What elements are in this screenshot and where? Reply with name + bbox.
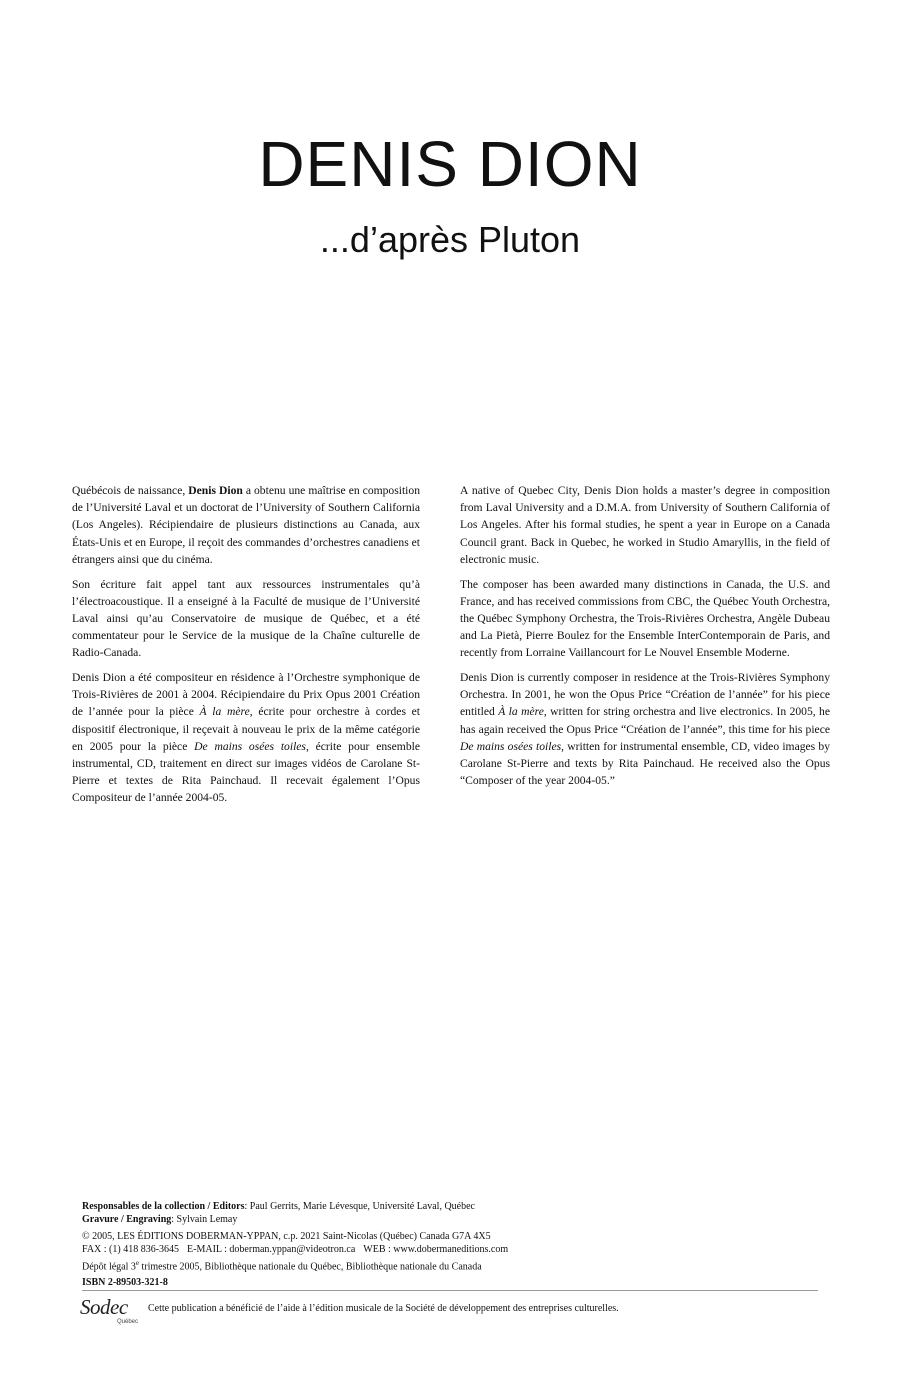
bio-en-p3-text-cont: , written for string orchestra and live electronics. In 2005, he has again received the Opus Price “Création de l’année”, this time for his piece: [460, 705, 831, 736]
biography-french: [72, 482, 420, 814]
website: WEB : www.dobermaneditions.com: [363, 1244, 509, 1256]
bio-fr-p1-text: Québécois de naissance,: [72, 484, 189, 497]
bio-en-work-title-2: De mains osées toiles: [460, 739, 562, 753]
sodec-logo: [80, 1295, 140, 1331]
isbn: ISBN 2-89503-321-8: [82, 1277, 168, 1289]
bio-en-paragraph-2: The composer has been awarded many distinctions in Canada, the U.S. and France, and has received commissions from CBC, the Québec Youth Orchestra, the Québec Symphony Orchestra, the Trois-Rivières Orchestra, Angèle Dubeau and La Pietà, Pierre Boulez for the Ensemble InterContemporain de Paris, and recently from Lorraine Vaillancourt for Le Nouvel Ensemble Moderne.: [460, 577, 830, 660]
sodec-funding-note: Cette publication a bénéficié de l’aide à l’édition musicale de la Société de développement des entreprises culturelles.: [148, 1303, 619, 1314]
bio-fr-work-title-2: De mains osées toiles: [194, 739, 306, 753]
bio-en-p3-text-end: , written for instrumental ensemble, CD, video images by Carolane St-Pierre and texts by Rita Painchaud. He received also the Opus “Composer of the year 2004-05.”: [460, 739, 830, 788]
colophon: [82, 1200, 822, 1290]
footer-divider: [82, 1290, 818, 1291]
bio-en-paragraph-3: [460, 669, 830, 789]
bio-en-work-title-1: À la mère: [498, 705, 544, 719]
sodec-logo-sub: Québec: [117, 1319, 139, 1325]
bio-fr-paragraph-3: [72, 669, 420, 807]
editors-value: : Paul Gerrits, Marie Lévesque, Université Laval, Québec: [244, 1201, 475, 1212]
engraving-value: : Sylvain Lemay: [171, 1214, 238, 1226]
biography-english: [460, 482, 830, 797]
bio-fr-p1-text-cont: a obtenu une maîtrise en composition de l’Université Laval et un doctorat de l’University of Southern California (Los Angeles). Récipiendaire de plusieurs distinctions au Canada, aux États-Unis et en Europe, il reçoit des commandes d’orchestres canadiens et étrangers ainsi que du cinéma.: [72, 484, 421, 566]
engraving-label: Gravure / Engraving: [82, 1214, 172, 1226]
bio-fr-paragraph-1: [72, 482, 420, 568]
sodec-logo-text: Sodec: [80, 1295, 128, 1319]
legal-deposit-sup: e: [135, 1258, 139, 1267]
legal-deposit-line: [82, 1257, 822, 1274]
contact-line: [82, 1243, 822, 1256]
email-address: E-MAIL : doberman.yppan@videotron.ca: [187, 1244, 356, 1256]
bio-fr-paragraph-2: Son écriture fait appel tant aux ressources instrumentales qu’à l’électroacoustique. Il a enseigné à la Faculté de musique de l’Université Laval ainsi qu’au Conservatoire de musique de Québec, et a été commentateur pour le Service de la musique de la Chaîne culturelle de Radio-Canada.: [72, 577, 420, 660]
bio-fr-p3-text-cont: , écrite pour orchestre à cordes et dispositif électronique, il reçevait à nouveau le prix de la même catégorie en 2005 pour la pièce: [72, 705, 420, 753]
composer-name: DENIS DION: [258, 128, 642, 200]
isbn-line: [82, 1276, 822, 1289]
copyright-line: © 2005, LES ÉDITIONS DOBERMAN-YPPAN, c.p. 2021 Saint-Nicolas (Québec) Canada G7A 4X5: [82, 1230, 491, 1242]
engraving-line: [82, 1213, 822, 1226]
work-title: ...d’après Pluton: [319, 219, 581, 260]
bio-fr-work-title-1: À la mère: [199, 705, 250, 719]
legal-deposit-text: Dépôt légal 3: [82, 1260, 136, 1272]
bio-fr-composer-name: Denis Dion: [188, 484, 243, 497]
editors-line: [82, 1200, 822, 1213]
bio-fr-p3-text-end: , écrite pour ensemble instrumental, CD, traitement en direct sur images vidéos de Carolane St-Pierre et textes de Rita Painchaud. Il recevait également l’Opus Compositeur de l’année 2004-05.: [72, 739, 420, 805]
editors-label: Responsables de la collection / Editors: [82, 1201, 245, 1212]
bio-en-paragraph-1: A native of Quebec City, Denis Dion holds a master’s degree in composition from Laval University and a D.M.A. from University of Southern California of Los Angeles. After his formal studies, he spent a year in Europe on a Canada Council grant. Back in Quebec, he worked in Studio Amaryllis, in the field of electronic music.: [460, 484, 830, 566]
legal-deposit-text-cont: trimestre 2005, Bibliothèque nationale du Québec, Bibliothèque nationale du Canada: [138, 1260, 482, 1272]
fax-number: FAX : (1) 418 836-3645: [82, 1244, 180, 1256]
bio-fr-p3-text: Denis Dion a été compositeur en résidence à l’Orchestre symphonique de Trois-Rivières de 2001 à 2004. Récipiendaire du Prix Opus 2001 Création de l’année pour la pièce: [72, 671, 420, 719]
bio-en-p3-text: Denis Dion is currently composer in residence at the Trois-Rivières Symphony Orchestra. In 2001, he won the Opus Price “Création de l’année” for his piece entitled: [460, 671, 830, 719]
